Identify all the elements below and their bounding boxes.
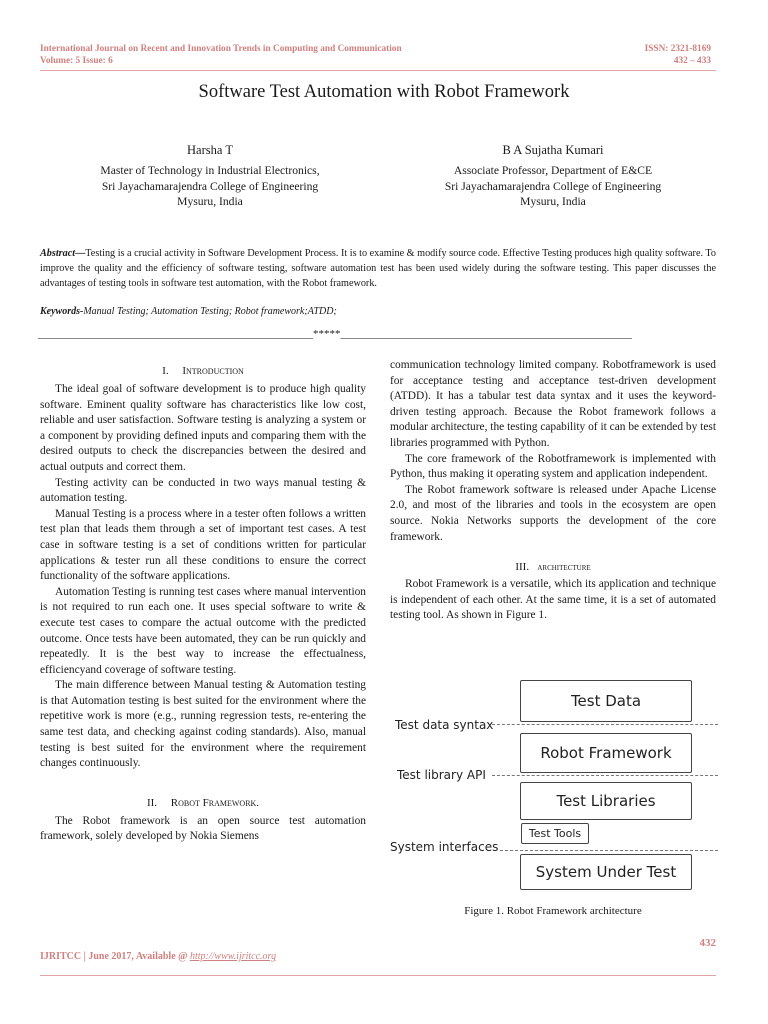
system-under-test-box: System Under Test: [520, 854, 692, 890]
section-heading-robot-framework: [40, 796, 366, 811]
paragraph: The Robot framework is an open source test automation framework, solely developed by Nokia Siemens: [40, 814, 366, 843]
test-data-syntax-label: Test data syntax: [395, 718, 494, 732]
paper-title: Software Test Automation with Robot Framework: [198, 82, 570, 102]
journal-volume: Volume: 5 Issue: 6: [40, 56, 113, 66]
author-location: Mysuru, India: [520, 195, 586, 208]
system-interfaces-label: System interfaces: [390, 840, 499, 854]
paragraph: The ideal goal of software development is to produce high quality software. Eminent quality software has characteristics like low cost, reliable and user satisfaction. Software testing is analyzing a system or a component by providing defined inputs and comparing them with the desired outputs to check the discrepancies between the desired and actual outputs and correct them.: [40, 383, 366, 473]
section-heading-architecture: [390, 560, 716, 575]
journal-header: [40, 43, 402, 67]
test-data-box: Test Data: [520, 680, 692, 722]
figure-caption: Figure 1. Robot Framework architecture: [464, 905, 642, 917]
robot-framework-box: Robot Framework: [520, 733, 692, 773]
paragraph: Automation Testing is running test cases where manual intervention is not required to run each one. It uses special software to write & execute test cases to compare the actual outcome with the predicted outcome. Once tests have been automated, they can be run quickly and repeatedly. It is the best way to increase the effectualness, efficiencyand coverage of software testing.: [40, 585, 366, 676]
footer: [40, 951, 276, 962]
author-2: [410, 142, 696, 210]
page-number: 432: [699, 937, 716, 949]
author-name: Harsha T: [187, 143, 233, 157]
header-divider: [40, 70, 716, 71]
paragraph: communication technology limited company. Robotframework is used for acceptance testing and acceptance test-driven development (ATDD). It has a tabular test data syntax and it uses the keyword-driven testing approach. Because the Robot framework follows a modular architecture, the testing capability of it can be extended by test libraries programmed with Python.: [390, 359, 716, 449]
section-title: Introduction: [182, 365, 244, 377]
section-separator: __________________________________________________*****_____________________________________________________: [38, 328, 632, 340]
section-number: II.: [146, 796, 158, 809]
paragraph: Manual Testing is a process where in a tester often follows a written test plan that leads them through a set of important test cases. A test case in software testing is a set of conditions written for particular applications & tester run all these conditions to ensure the correct functionality of the software applications.: [40, 507, 366, 583]
paragraph: Testing activity can be conducted in two ways manual testing & automation testing.: [40, 476, 366, 505]
layer-divider: [492, 724, 718, 725]
author-affiliation: Sri Jayachamarajendra College of Engineering: [444, 179, 662, 193]
abstract: [40, 246, 716, 291]
author-1: [70, 142, 350, 210]
layer-divider: [492, 775, 718, 776]
abstract-text: Testing is a crucial activity in Software Development Process. It is to examine & modify source code. Effective Testing produces high quality software. To improve the quality and the efficiency of software testing, software automation test has been used widely during the software testing. This paper discusses the advantages of testing tools in software test automation, with the Robot framework.: [40, 248, 716, 289]
author-affiliation: Associate Professor, Department of E&CE: [453, 164, 653, 177]
abstract-label: Abstract: [40, 248, 76, 259]
author-affiliation: Master of Technology in Industrial Electronics,: [100, 164, 320, 177]
keywords: [40, 306, 337, 317]
paragraph: The core framework of the Robotframework is implemented with Python, thus making it operating system and application independent.: [390, 452, 716, 481]
page-range: 432 – 433: [673, 56, 711, 66]
author-location: Mysuru, India: [177, 195, 243, 208]
issn: ISSN: 2321-8169: [644, 44, 711, 54]
paragraph: Robot Framework is a versatile, which its application and technique is independent of each other. At the same time, it is a set of automated testing tool. As shown in Figure 1.: [390, 578, 716, 622]
author-affiliation: Sri Jayachamarajendra College of Engineering: [101, 179, 319, 193]
journal-website-link[interactable]: http://www.ijritcc.org: [189, 951, 277, 962]
section-title: architecture: [537, 562, 591, 574]
section-title: Robot Framework.: [170, 796, 260, 809]
paragraph: The main difference between Manual testing & Automation testing is that Automation testing is best suited for the environment where the repetitive work is more (e.g., running regression tests, re-entering the same test data, and checking against coding standards). Also, manual testing is best suited for the environment where the requirement changes continuously.: [40, 679, 366, 770]
test-tools-box: Test Tools: [521, 823, 589, 844]
test-library-api-label: Test library API: [397, 768, 486, 782]
author-name: B A Sujatha Kumari: [502, 143, 604, 157]
test-libraries-box: Test Libraries: [520, 782, 692, 820]
section-number: III.: [515, 561, 530, 574]
section-number: I.: [162, 365, 169, 377]
footer-text: IJRITCC | June 2017, Available @: [40, 951, 190, 962]
journal-meta: [645, 43, 711, 67]
left-column: [40, 364, 366, 845]
right-column: [390, 358, 716, 624]
layer-divider: [500, 850, 718, 851]
footer-divider: [40, 975, 716, 976]
journal-name: International Journal on Recent and Innovation Trends in Computing and Communication: [40, 44, 402, 54]
abstract-dash: —: [75, 248, 86, 259]
section-heading-introduction: [40, 364, 366, 379]
paragraph: The Robot framework software is released under Apache License 2.0, and most of the libraries and tools in the ecosystem are open source. Nokia Networks supports the development of the core framework.: [390, 483, 716, 543]
keywords-text: Manual Testing; Automation Testing; Robot framework;ATDD;: [83, 306, 337, 317]
keywords-label: Keywords-: [40, 306, 84, 317]
